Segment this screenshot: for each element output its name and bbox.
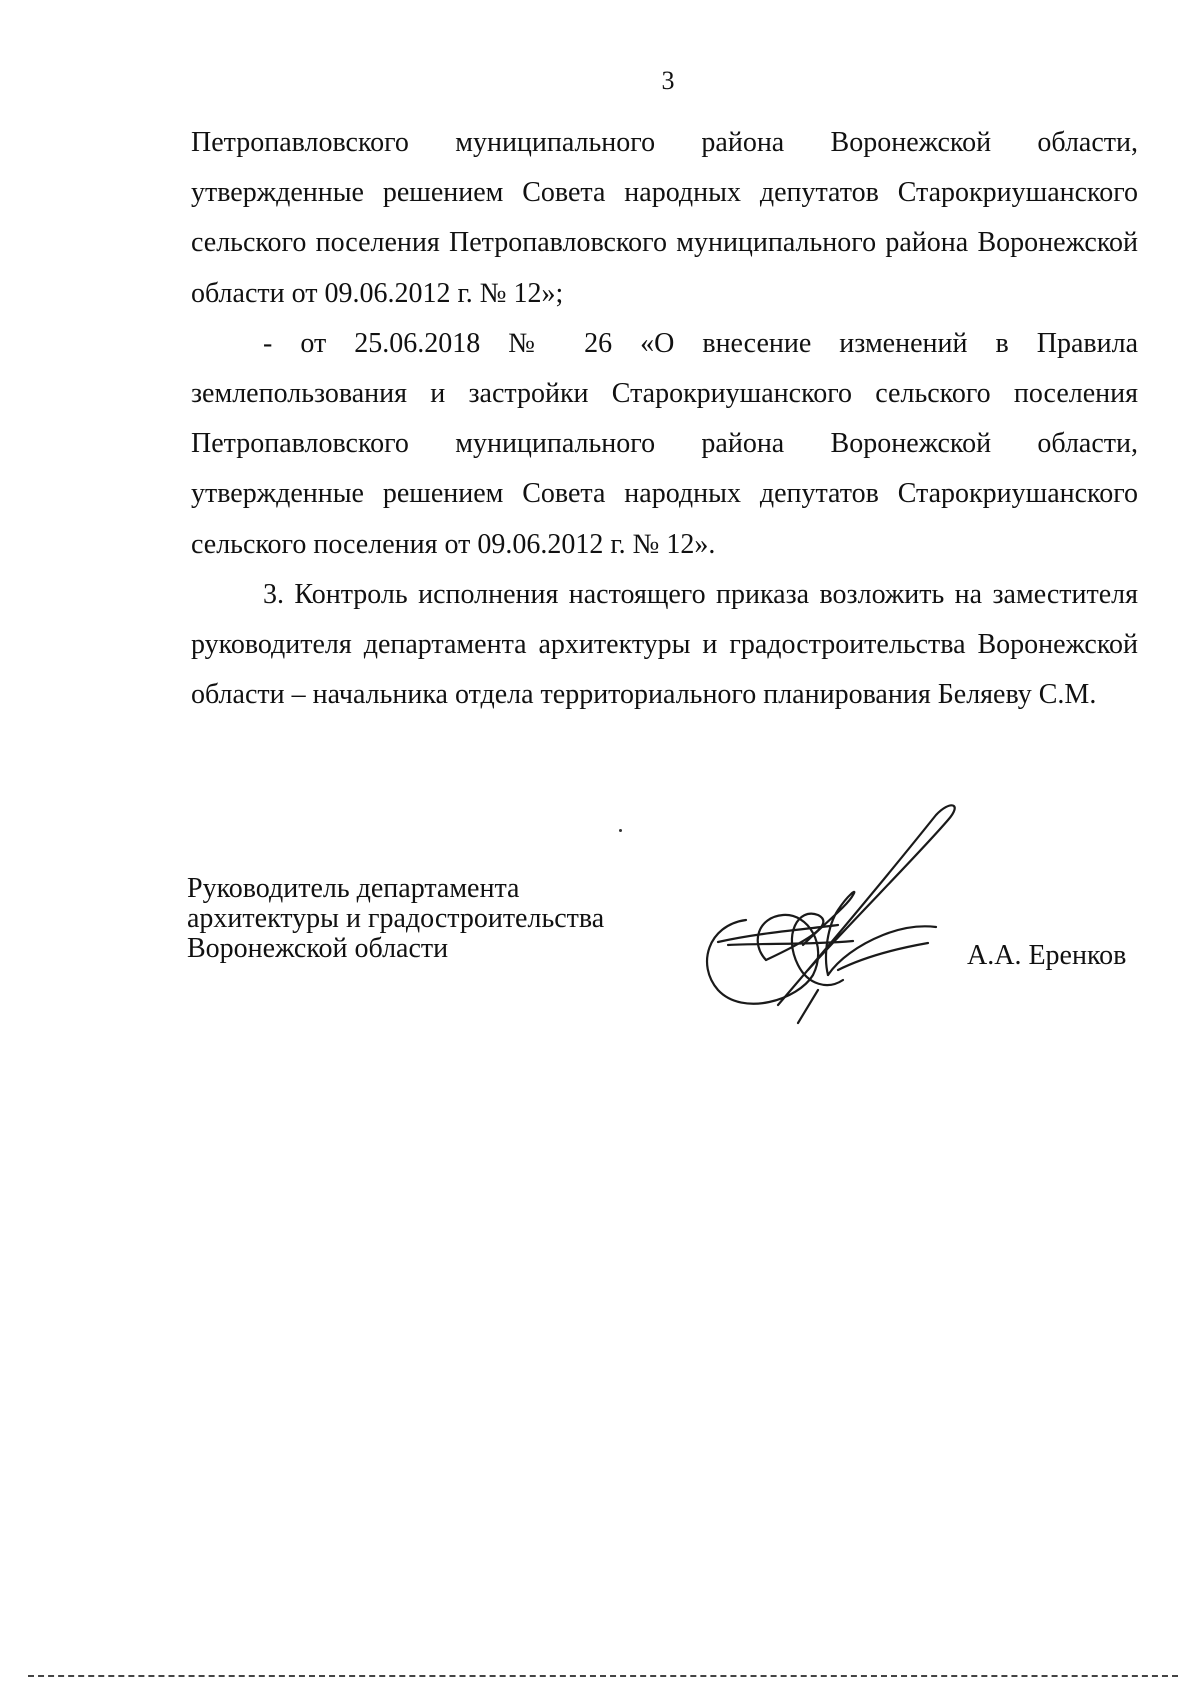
signer-name: А.А. Еренков	[967, 940, 1127, 971]
scan-speck	[619, 829, 622, 832]
paragraph-control-clause: 3. Контроль исполнения настоящего приказа возложить на заместителя руководителя департамента архитектуры и градостроительства Воронежской области – начальника отдела территориального планирования Беляеву С.М.	[191, 578, 1138, 711]
paragraph-amendment-item: - от 25.06.2018 № 26 «О внесение изменений в Правила землепользования и застройки Старокриушанского сельского поселения Петропавловского муниципального района Воронежской области, утвержденные решением Совета народных депутатов Старокриушанского сельского поселения от 09.06.2012 г. № 12».	[191, 327, 1138, 560]
document-body	[191, 118, 1138, 720]
signer-title	[187, 874, 604, 964]
scan-edge-rule	[28, 1675, 1178, 1677]
signer-title-line: Руководитель департамента	[187, 873, 520, 904]
page-number: 3	[661, 66, 675, 95]
paragraph-continuation: Петропавловского муниципального района Воронежской области, утвержденные решением Совета народных депутатов Старокриушанского сельского поселения Петропавловского муниципального района Воронежской области от 09.06.2012 г. № 12»;	[191, 127, 1138, 309]
signer-title-line: архитектуры и градостроительства	[187, 903, 605, 934]
signer-title-line: Воронежской области	[187, 933, 449, 964]
handwritten-signature	[688, 795, 1008, 1025]
